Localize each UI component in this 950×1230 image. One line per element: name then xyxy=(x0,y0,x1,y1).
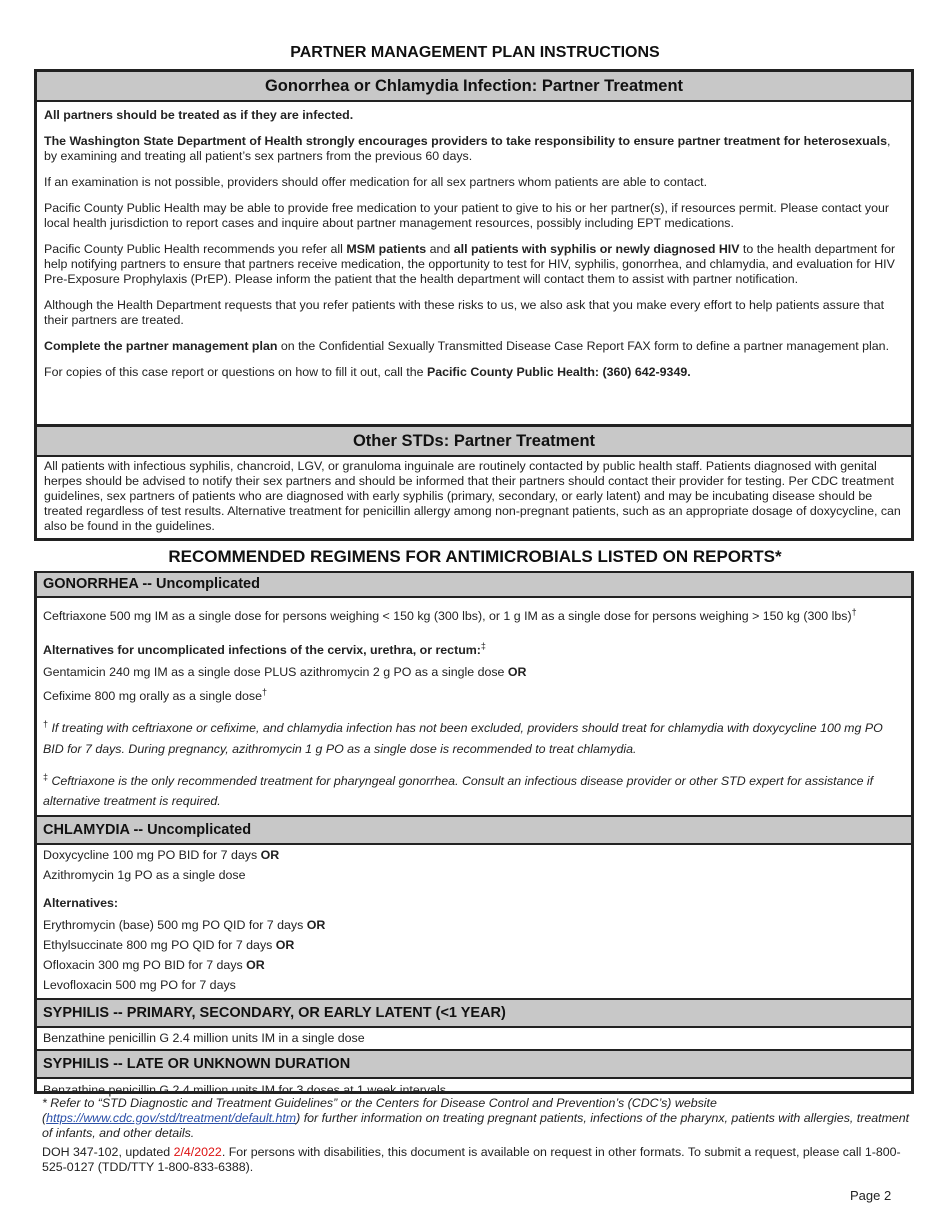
gonorrhea-alt-1: Gentamicin 240 mg IM as a single dose PLUS azithromycin 2 g PO as a single dose OR xyxy=(43,665,527,680)
updated-date: 2/4/2022 xyxy=(173,1145,222,1159)
chlamydia-alt-heading: Alternatives: xyxy=(43,895,119,910)
page-number: Page 2 xyxy=(850,1188,892,1203)
paragraph-1: All partners should be treated as if they are infected. xyxy=(44,108,354,122)
chlamydia-regimen-2: Azithromycin 1g PO as a single dose xyxy=(43,867,246,882)
other-stds-body: All patients with infectious syphilis, chancroid, LGV, or granuloma inguinale are routinely contacted by public health staff. Patients diagnosed with genital herpes should be advised to notify their sex partners and should be informed that their partners should contact their provider for testing. Per CDC treatment guidelines, sex partners of patients who are diagnosed with early syphilis (primary, secondary, or early latent) and may be incubating disease should be treated regardless of test results. Alternative treatment for penicillin allergy among non-pregnant patients, such as an appropriate dosage of doxycycline, can also be found in the guidelines. xyxy=(44,459,901,533)
gonorrhea-alt-heading: Alternatives for uncomplicated infections of the cervix, urethra, or rectum:‡ xyxy=(43,641,486,658)
gonorrhea-body xyxy=(37,598,911,811)
paragraph-7: Complete the partner management plan on the Confidential Sexually Transmitted Disease Case Report FAX form to define a partner management plan. xyxy=(44,339,890,353)
regimens-title: RECOMMENDED REGIMENS FOR ANTIMICROBIALS LISTED ON REPORTS* xyxy=(168,547,782,566)
chlamydia-alt-2: Ethylsuccinate 800 mg PO QID for 7 days OR xyxy=(43,937,295,952)
paragraph-4: Pacific County Public Health may be able to provide free medication to your patient to give to his or her partner(s), if resources permit. Please contact your local health jurisdiction to report cases and inquire about partner management resources, possibly including EPT medications. xyxy=(44,201,890,230)
chlamydia-alt-3: Ofloxacin 300 mg PO BID for 7 days OR xyxy=(43,957,265,972)
chlamydia-alt-1: Erythromycin (base) 500 mg PO QID for 7 days OR xyxy=(43,917,326,932)
paragraph-2: The Washington State Department of Health strongly encourages providers to take responsibility to ensure partner treatment for heterosexuals, by examining and treating all patient’s sex partners from the previous 60 days. xyxy=(44,134,891,163)
syphilis-early-body: Benzathine penicillin G 2.4 million units IM in a single dose xyxy=(43,1030,365,1045)
gonorrhea-primary: Ceftriaxone 500 mg IM as a single dose for persons weighing < 150 kg (300 lbs), or 1 g IM as a single dose for persons weighing > 150 kg (300 lbs)† xyxy=(43,607,857,624)
doh-notice: DOH 347-102, updated 2/4/2022. For persons with disabilities, this document is available on request in other formats. To submit a request, please call 1-800-525-0127 (TDD/TTY 1-800-833-6388). xyxy=(42,1145,901,1174)
paragraph-3: If an examination is not possible, providers should offer medication for all sex partners whom patients are able to contact. xyxy=(44,175,708,189)
gonorrhea-heading: GONORRHEA -- Uncomplicated xyxy=(37,571,911,598)
gonorrhea-note-1: † If treating with ceftriaxone or cefixime, and chlamydia infection has not been excluded, providers should treat for chlamydia with doxycycline 100 mg PO BID for 7 days. During pregnancy, azithromycin 1 g PO as a single dose is recommended to treat chlamydia. xyxy=(43,719,883,756)
gonorrhea-alt-2: Cefixime 800 mg orally as a single dose† xyxy=(43,687,268,704)
syphilis-late-body: Benzathine penicillin G 2.4 million units IM for 3 doses at 1 week intervals xyxy=(43,1082,446,1097)
chlamydia-body xyxy=(37,845,911,995)
regimens-box xyxy=(34,571,914,1097)
partner-treatment-box xyxy=(34,69,914,427)
cdc-link[interactable]: https://www.cdc.gov/std/treatment/default.htm xyxy=(46,1111,297,1125)
partner-treatment-body xyxy=(37,102,911,380)
chlamydia-heading: CHLAMYDIA -- Uncomplicated xyxy=(37,815,911,845)
syphilis-early-heading: SYPHILIS -- PRIMARY, SECONDARY, OR EARLY LATENT (<1 YEAR) xyxy=(37,998,911,1028)
chlamydia-alt-4: Levofloxacin 500 mg PO for 7 days xyxy=(43,977,236,992)
cdc-footnote: * Refer to “STD Diagnostic and Treatment Guidelines” or the Centers for Disease Control and Prevention’s (CDC’s) website (https://www.cdc.gov/std/treatment/default.htm) for further information on treating pregnant patients, infections of the pharynx, patients with allergies, treatment of infants, and other details. xyxy=(42,1096,910,1140)
other-stds-heading: Other STDs: Partner Treatment xyxy=(37,427,911,457)
paragraph-5: Pacific County Public Health recommends you refer all MSM patients and all patients with syphilis or newly diagnosed HIV to the health department for help notifying partners to ensure that partners receive medication, the opportunity to test for HIV, syphilis, gonorrhea, and chlamydia, and evaluation for HIV Pre-Exposure Prophylaxis (PrEP). Please inform the patient that the health department will contact them to assist with partner notification. xyxy=(44,242,896,286)
chlamydia-regimen-1: Doxycycline 100 mg PO BID for 7 days OR xyxy=(43,847,280,862)
gonorrhea-note-2: ‡ Ceftriaxone is the only recommended treatment for pharyngeal gonorrhea. Consult an infectious disease provider or other STD expert for assistance if alternative treatment is required. xyxy=(43,771,874,808)
syphilis-late-heading: SYPHILIS -- LATE OR UNKNOWN DURATION xyxy=(37,1049,911,1079)
partner-treatment-heading: Gonorrhea or Chlamydia Infection: Partner Treatment xyxy=(37,72,911,102)
other-stds-box xyxy=(34,424,914,541)
page-title: PARTNER MANAGEMENT PLAN INSTRUCTIONS xyxy=(290,44,660,61)
paragraph-8: For copies of this case report or questions on how to fill it out, call the Pacific County Public Health: (360) 642-9349. xyxy=(44,365,691,379)
paragraph-6: Although the Health Department requests that you refer patients with these risks to us, we also ask that you make every effort to help patients assure that their partners are treated. xyxy=(44,298,885,327)
